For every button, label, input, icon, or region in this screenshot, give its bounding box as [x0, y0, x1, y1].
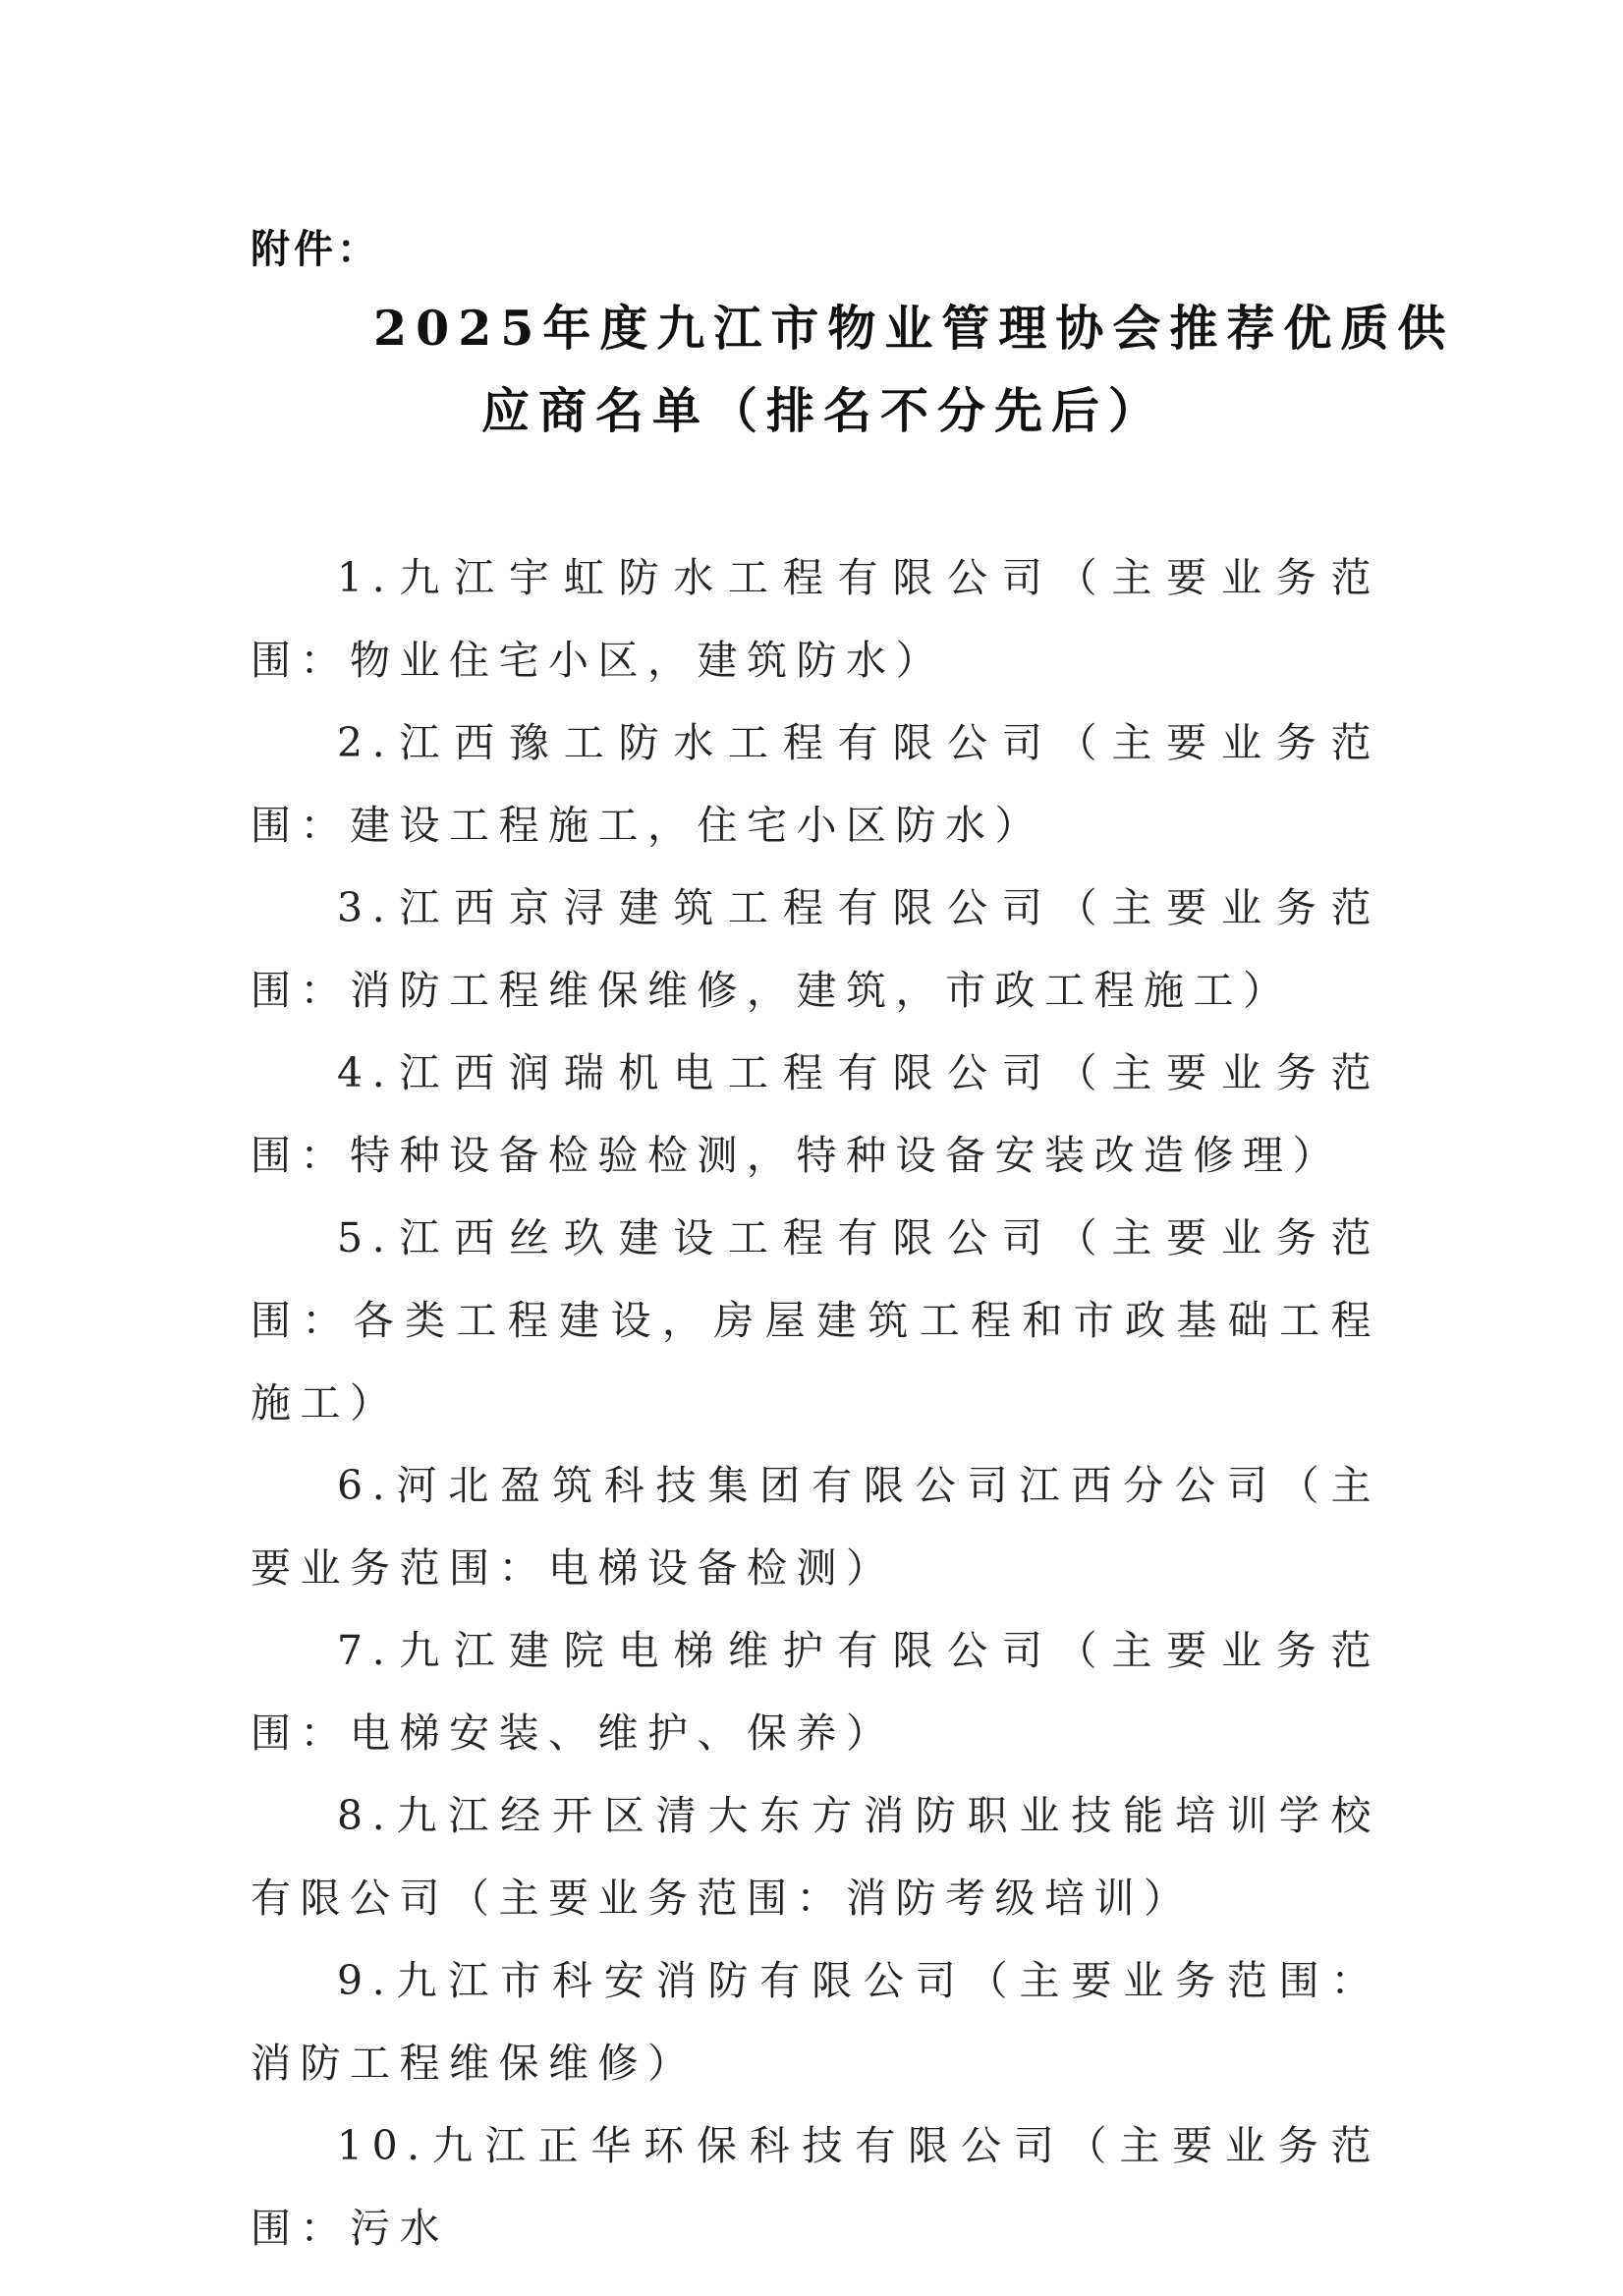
supplier-entry-5: 5.江西丝玖建设工程有限公司（主要业务范围：各类工程建设，房屋建筑工程和市政基础工程施工）	[251, 1214, 1380, 1427]
supplier-entry-7: 7.九江建院电梯维护有限公司（主要业务范围：电梯安装、维护、保养）	[251, 1627, 1380, 1757]
supplier-entry-8: 8.九江经开区清大东方消防职业技能培训学校有限公司（主要业务范围：消防考级培训）	[251, 1792, 1380, 1922]
supplier-entry-4: 4.江西润瑞机电工程有限公司（主要业务范围：特种设备检验检测，特种设备安装改造修理）	[251, 1049, 1380, 1179]
supplier-entry-3: 3.江西京浔建筑工程有限公司（主要业务范围：消防工程维保维修，建筑，市政工程施工）	[251, 884, 1380, 1014]
supplier-entry-1: 1.九江宇虹防水工程有限公司（主要业务范围：物业住宅小区，建筑防水）	[251, 554, 1380, 684]
supplier-entry-6: 6.河北盈筑科技集团有限公司江西分公司（主要业务范围：电梯设备检测）	[251, 1462, 1380, 1592]
supplier-entry-2: 2.江西豫工防水工程有限公司（主要业务范围：建设工程施工，住宅小区防水）	[251, 719, 1380, 849]
attachment-label: 附件：	[251, 227, 380, 272]
supplier-list	[251, 536, 1380, 2269]
title-line-1: 2025年度九江市物业管理协会推荐优质供	[373, 300, 1455, 357]
supplier-entry-10: 10.九江正华环保科技有限公司（主要业务范围：污水	[251, 2122, 1380, 2252]
supplier-entry-9: 9.九江市科安消防有限公司（主要业务范围：消防工程维保维修）	[251, 1957, 1380, 2087]
title-line-2: 应商名单（排名不分先后）	[481, 382, 1166, 439]
document-title	[373, 287, 1455, 452]
